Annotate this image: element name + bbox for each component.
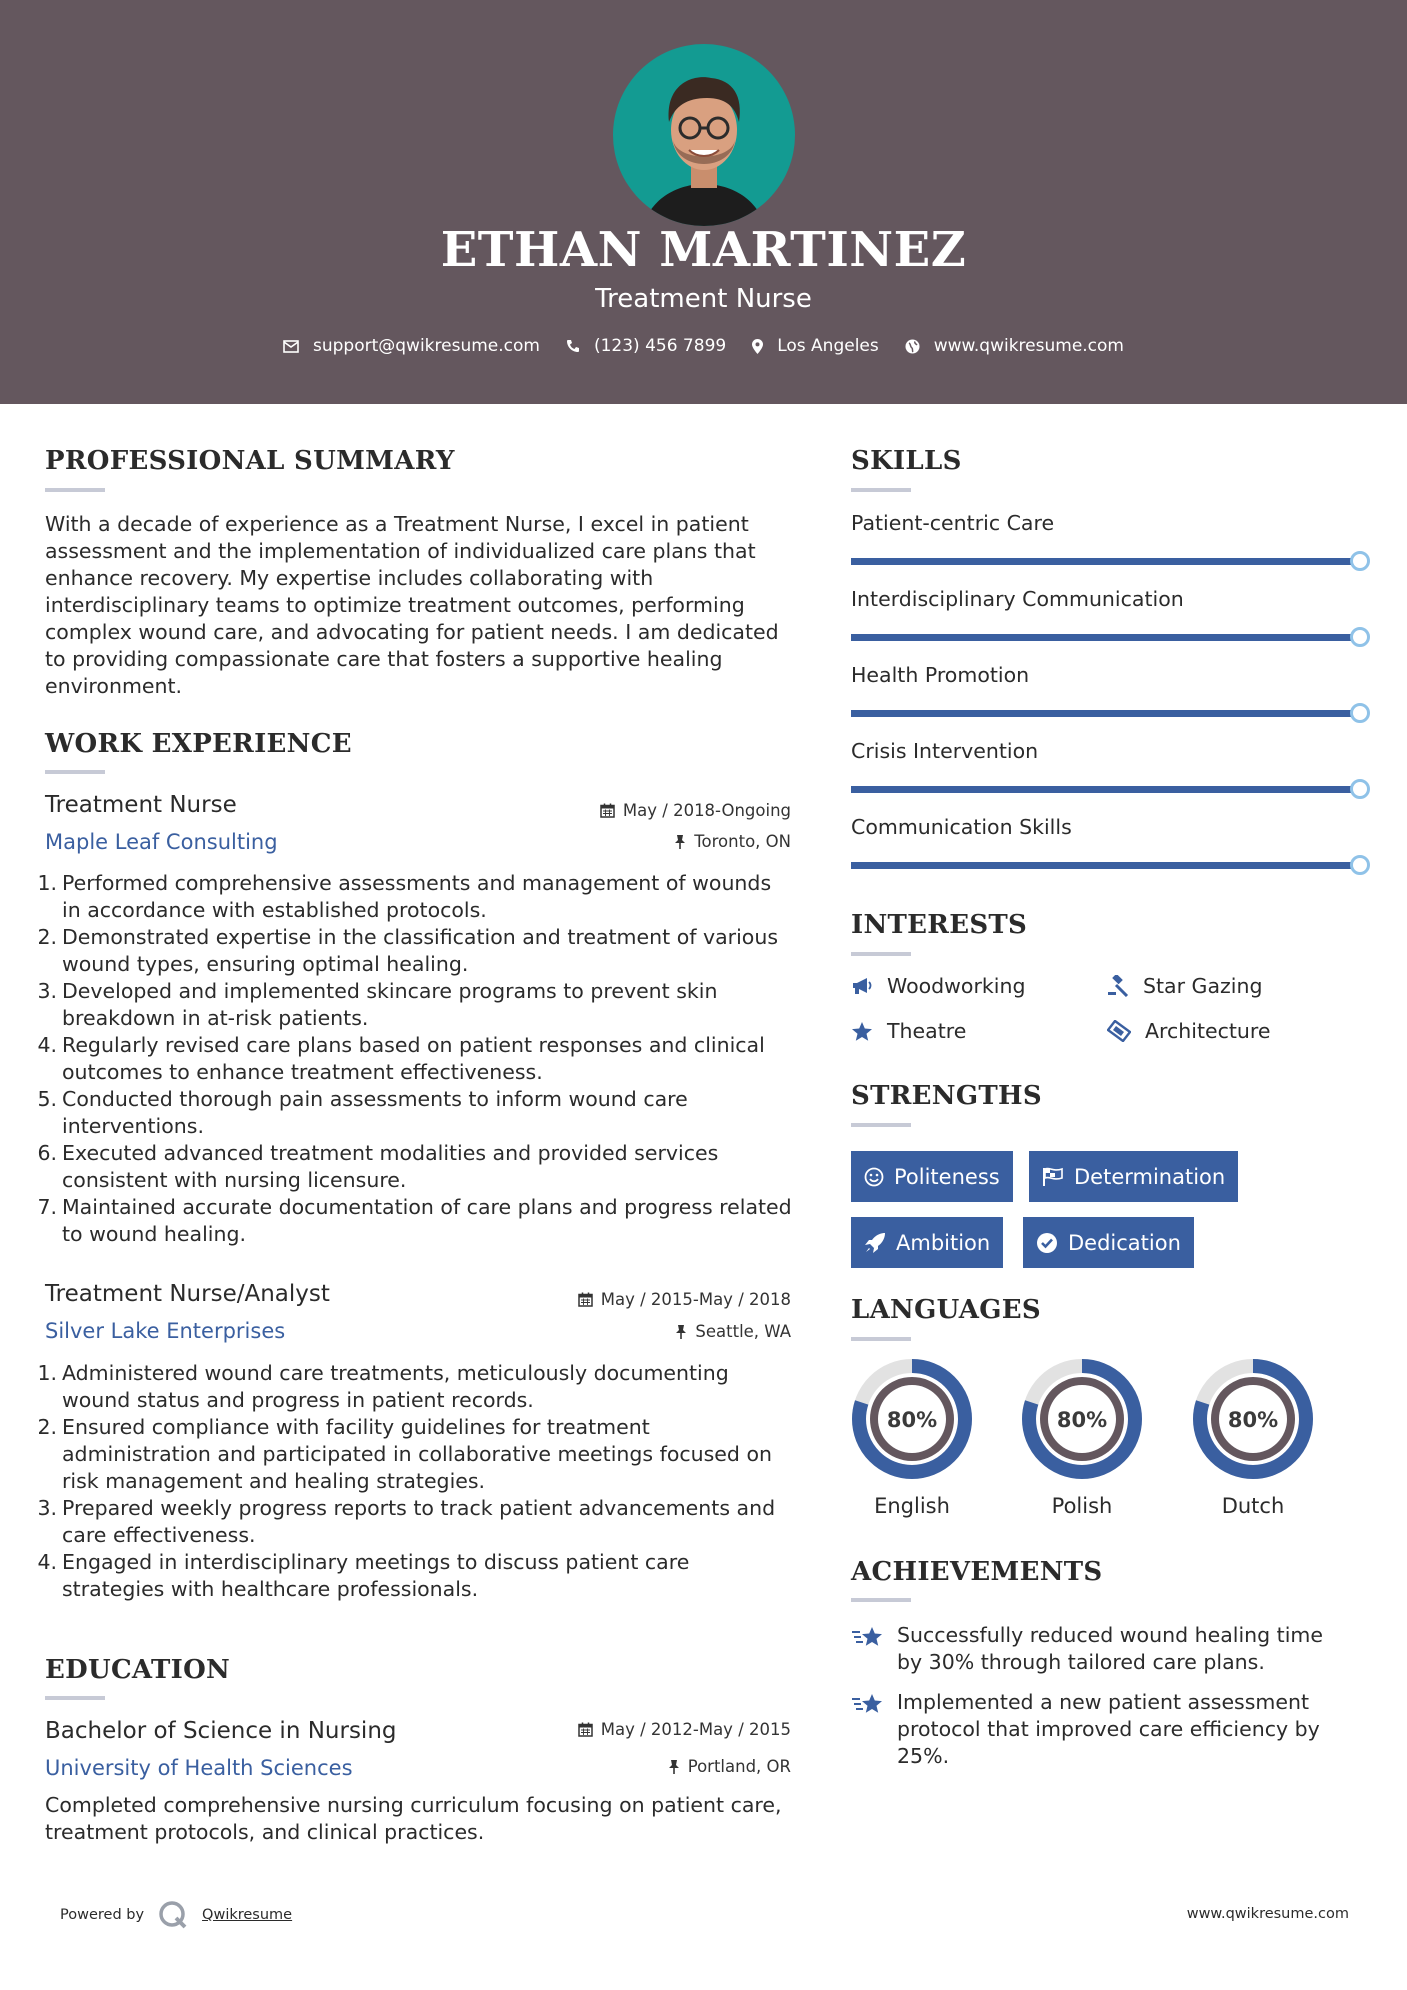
- list-item: [35, 1194, 795, 1248]
- list-text: Executed advanced treatment modalities and provided services consistent with nursing licensure.: [62, 1141, 719, 1192]
- candidate-title: Treatment Nurse: [595, 284, 812, 314]
- achievement-text: Implemented a new patient assessment protocol that improved care efficiency by 25%.: [897, 1690, 1320, 1768]
- skill-bar-fill: [851, 558, 1354, 565]
- list-number: 2.: [37, 925, 57, 949]
- strengths-heading: STRENGTHS: [851, 1081, 1042, 1111]
- list-item: [35, 978, 795, 1032]
- strength-label: Dedication: [1068, 1230, 1181, 1255]
- skill-bar: [851, 862, 1364, 869]
- strength-badge: [1023, 1217, 1194, 1268]
- email-text: support@qwikresume.com: [313, 336, 540, 356]
- job-date: [600, 801, 791, 820]
- skill-bar-fill: [851, 634, 1354, 641]
- job-duties-list: [35, 870, 795, 1248]
- strengths-heading-rule: [851, 1123, 911, 1127]
- strength-label: Determination: [1074, 1164, 1226, 1189]
- education-location: [668, 1757, 791, 1776]
- calendar-icon: [600, 803, 615, 818]
- language-donut: [851, 1358, 973, 1480]
- language-item: [1021, 1358, 1143, 1484]
- list-text: Demonstrated expertise in the classification and treatment of various wound types, ensuring optimal healing.: [62, 925, 778, 976]
- job-date-text: May / 2015-May / 2018: [600, 1290, 791, 1309]
- skills-heading-rule: [851, 488, 911, 492]
- powered-by-label: Powered by: [60, 1907, 145, 1923]
- brand-link[interactable]: Qwikresume: [202, 1907, 293, 1923]
- language-donut: [1021, 1358, 1143, 1480]
- interest-label: Theatre: [887, 1019, 967, 1043]
- list-number: 1.: [37, 871, 57, 895]
- skill-label: Crisis Intervention: [851, 739, 1039, 763]
- pushpin-icon: [675, 1324, 687, 1339]
- language-item: [1192, 1358, 1314, 1484]
- calendar-icon: [578, 1722, 593, 1737]
- achievements-heading-rule: [851, 1598, 911, 1602]
- megaphone-icon: [851, 976, 873, 996]
- interests-heading: INTERESTS: [851, 910, 1028, 940]
- globe-icon: [905, 339, 920, 354]
- powered-by: [60, 1900, 292, 1930]
- list-item: [35, 924, 795, 978]
- summary-heading-rule: [45, 488, 105, 492]
- list-text: Engaged in interdisciplinary meetings to discuss patient care strategies with healthcare professionals.: [62, 1550, 690, 1601]
- education-location-text: Portland, OR: [687, 1757, 791, 1776]
- website-text: www.qwikresume.com: [933, 336, 1124, 356]
- language-label: English: [874, 1494, 950, 1518]
- list-item: [35, 870, 795, 924]
- skill-level-knob: [1350, 627, 1370, 647]
- skill-bar: [851, 558, 1364, 565]
- strength-badge: [1029, 1151, 1238, 1202]
- interest-item: [1107, 974, 1262, 998]
- language-label: Polish: [1051, 1494, 1113, 1518]
- language-donut: [1192, 1358, 1314, 1480]
- achievements-heading: ACHIEVEMENTS: [851, 1557, 1103, 1587]
- skill-bar-fill: [851, 786, 1354, 793]
- interest-label: Woodworking: [887, 974, 1026, 998]
- language-label: Dutch: [1221, 1494, 1285, 1518]
- person-illustration: [613, 44, 795, 226]
- skill-label: Health Promotion: [851, 663, 1030, 687]
- education-date-text: May / 2012-May / 2015: [600, 1720, 791, 1739]
- achievement-item: [851, 1689, 1337, 1770]
- list-number: 6.: [37, 1141, 57, 1165]
- languages-heading-rule: [851, 1337, 911, 1341]
- contact-email[interactable]: [283, 336, 540, 356]
- skill-level-knob: [1350, 779, 1370, 799]
- envelope-icon: [283, 340, 299, 353]
- list-text: Conducted thorough pain assessments to inform wound care interventions.: [62, 1087, 688, 1138]
- strength-badge: [851, 1217, 1003, 1268]
- list-item: [35, 1140, 795, 1194]
- list-text: Administered wound care treatments, meticulously documenting wound status and progress in patient records.: [62, 1361, 729, 1412]
- job-company: Silver Lake Enterprises: [45, 1319, 286, 1343]
- list-text: Developed and implemented skincare programs to prevent skin breakdown in at-risk patients.: [62, 979, 718, 1030]
- skill-bar-fill: [851, 862, 1354, 869]
- candidate-name: ETHAN MARTINEZ: [440, 222, 967, 278]
- job-title: Treatment Nurse/Analyst: [45, 1281, 330, 1307]
- list-item: [35, 1032, 795, 1086]
- calendar-icon: [578, 1292, 593, 1307]
- list-item: [35, 1360, 795, 1414]
- ticket-icon: [1107, 1020, 1131, 1042]
- job-location-text: Toronto, ON: [694, 832, 791, 851]
- shooting-star-icon: [851, 1624, 885, 1652]
- experience-heading-rule: [45, 770, 105, 774]
- list-number: 1.: [37, 1361, 57, 1385]
- education-heading: EDUCATION: [45, 1655, 231, 1685]
- degree-title: Bachelor of Science in Nursing: [45, 1718, 397, 1744]
- rocket-icon: [864, 1232, 886, 1254]
- interest-label: Architecture: [1145, 1019, 1271, 1043]
- location-text: Los Angeles: [777, 336, 879, 356]
- skill-level-knob: [1350, 703, 1370, 723]
- education-heading-rule: [45, 1696, 105, 1700]
- contact-bar: [0, 336, 1407, 356]
- strength-label: Politeness: [894, 1164, 1000, 1189]
- list-number: 4.: [37, 1033, 57, 1057]
- job-location: [675, 1322, 791, 1341]
- job-date-text: May / 2018-Ongoing: [622, 801, 791, 820]
- map-pin-icon: [752, 339, 763, 354]
- interest-item: [851, 974, 1025, 998]
- flag-icon: [1042, 1167, 1064, 1187]
- skills-heading: SKILLS: [851, 446, 962, 476]
- resume-header: [0, 0, 1407, 404]
- skill-bar: [851, 710, 1364, 717]
- footer-url[interactable]: www.qwikresume.com: [1186, 1906, 1349, 1922]
- skill-bar: [851, 786, 1364, 793]
- list-item: [35, 1495, 795, 1549]
- interests-heading-rule: [851, 952, 911, 956]
- pushpin-icon: [668, 1759, 680, 1774]
- list-number: 5.: [37, 1087, 57, 1111]
- job-duties-list: [35, 1360, 795, 1603]
- language-percent: 80%: [886, 1408, 938, 1432]
- strength-badge: [851, 1151, 1013, 1202]
- job-date: [578, 1290, 791, 1309]
- list-item: [35, 1414, 795, 1495]
- gavel-icon: [1107, 975, 1129, 997]
- phone-icon: [566, 339, 580, 353]
- interest-item: [851, 1019, 966, 1043]
- language-item: [851, 1358, 973, 1484]
- phone-text: (123) 456 7899: [593, 336, 727, 356]
- list-number: 3.: [37, 979, 57, 1003]
- contact-phone[interactable]: [566, 336, 726, 356]
- education-date: [578, 1720, 791, 1739]
- qwikresume-logo-icon: [158, 1900, 188, 1930]
- list-item: [35, 1086, 795, 1140]
- shooting-star-icon: [851, 1691, 885, 1719]
- list-item: [35, 1549, 795, 1603]
- interest-item: [1107, 1019, 1271, 1043]
- interest-label: Star Gazing: [1143, 974, 1263, 998]
- list-text: Performed comprehensive assessments and management of wounds in accordance with established protocols.: [62, 871, 772, 922]
- summary-heading: PROFESSIONAL SUMMARY: [45, 446, 455, 476]
- job-location: [674, 832, 791, 851]
- skill-bar-fill: [851, 710, 1354, 717]
- language-percent: 80%: [1227, 1408, 1279, 1432]
- skill-level-knob: [1350, 855, 1370, 875]
- job-title: Treatment Nurse: [45, 792, 237, 818]
- profile-photo: [613, 44, 795, 226]
- experience-heading: WORK EXPERIENCE: [45, 729, 352, 759]
- contact-website[interactable]: [905, 336, 1124, 356]
- job-location-text: Seattle, WA: [695, 1322, 791, 1341]
- school-name: University of Health Sciences: [45, 1756, 353, 1780]
- pushpin-icon: [674, 834, 686, 849]
- list-text: Ensured compliance with facility guidelines for treatment administration and participated in collaborative meetings focused on risk management and healing strategies.: [62, 1415, 772, 1493]
- list-number: 3.: [37, 1496, 57, 1520]
- list-text: Maintained accurate documentation of care plans and progress related to wound healing.: [62, 1195, 792, 1246]
- education-description: Completed comprehensive nursing curriculum focusing on patient care, treatment protocols, and clinical practices.: [45, 1793, 782, 1844]
- list-number: 7.: [37, 1195, 57, 1219]
- skill-label: Interdisciplinary Communication: [851, 587, 1184, 611]
- check-circle-icon: [1036, 1232, 1058, 1254]
- achievement-item: [851, 1622, 1337, 1676]
- star-icon: [851, 1021, 873, 1042]
- languages-heading: LANGUAGES: [851, 1295, 1041, 1325]
- summary-text: With a decade of experience as a Treatment Nurse, I excel in patient assessment and the implementation of individualized care plans that enhance recovery. My expertise includes collaborating with interdisciplinary teams to optimize treatment outcomes, performing complex wound care, and advocating for patient needs. I am dedicated to providing compassionate care that fosters a supportive healing environment.: [45, 512, 779, 698]
- achievement-text: Successfully reduced wound healing time by 30% through tailored care plans.: [897, 1623, 1323, 1674]
- skill-bar: [851, 634, 1364, 641]
- skill-label: Communication Skills: [851, 815, 1072, 839]
- skill-level-knob: [1350, 551, 1370, 571]
- strength-label: Ambition: [896, 1230, 991, 1255]
- language-percent: 80%: [1056, 1408, 1108, 1432]
- list-number: 2.: [37, 1415, 57, 1439]
- list-text: Prepared weekly progress reports to track patient advancements and care effectiveness.: [62, 1496, 776, 1547]
- skill-label: Patient-centric Care: [851, 511, 1055, 535]
- smile-icon: [864, 1167, 884, 1187]
- job-company: Maple Leaf Consulting: [45, 830, 278, 854]
- list-text: Regularly revised care plans based on patient responses and clinical outcomes to enhance treatment effectiveness.: [62, 1033, 765, 1084]
- list-number: 4.: [37, 1550, 57, 1574]
- contact-location: [752, 336, 879, 356]
